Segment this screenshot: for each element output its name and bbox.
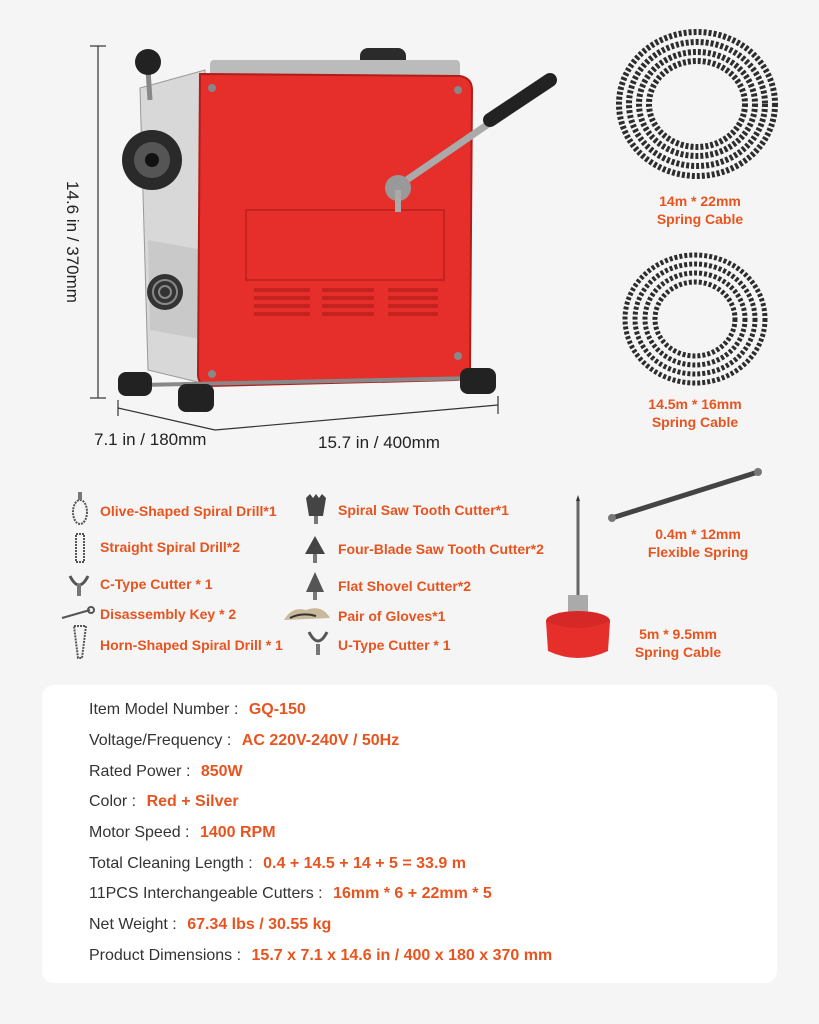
key-icon	[60, 606, 96, 622]
flexible-spring-size: 0.4m * 12mm	[655, 526, 741, 542]
drain-cleaner-machine-image	[60, 40, 580, 440]
cable-22mm-size: 14m * 22mm	[659, 193, 741, 209]
drum-cable-label	[608, 625, 748, 661]
spec-color: Color : Red + Silver	[89, 793, 239, 810]
accessory-horn-drill: Horn-Shaped Spiral Drill * 1	[100, 637, 283, 653]
spring-cable-16mm-image	[620, 248, 770, 390]
flexible-spring-type: Flexible Spring	[647, 544, 749, 560]
horn-drill-icon	[70, 624, 90, 660]
spec-cleaning-length: Total Cleaning Length : 0.4 + 14.5 + 14 + 5 = 33.9 m	[89, 855, 466, 872]
c-cutter-icon	[66, 570, 92, 596]
drum-cable-size: 5m * 9.5mm	[639, 626, 717, 642]
flexible-spring-image	[606, 464, 766, 524]
accessory-key: Disassembly Key * 2	[100, 606, 237, 622]
drum-cable-type: Spring Cable	[634, 644, 722, 660]
accessory-gloves: Pair of Gloves*1	[338, 608, 446, 624]
straight-drill-icon	[72, 530, 88, 566]
accessory-u-cutter: U-Type Cutter * 1	[338, 637, 451, 653]
cable-22mm-type: Spring Cable	[656, 211, 744, 227]
shovel-cutter-icon	[304, 570, 326, 600]
accessory-four-blade-cutter: Four-Blade Saw Tooth Cutter*2	[338, 541, 544, 557]
flexible-spring-label	[628, 525, 768, 561]
cable-16mm-size: 14.5m * 16mm	[648, 396, 742, 412]
accessory-straight-drill: Straight Spiral Drill*2	[100, 539, 241, 555]
spec-card	[42, 685, 777, 983]
accessory-olive-drill: Olive-Shaped Spiral Drill*1	[100, 503, 277, 519]
cable-16mm-label	[625, 395, 765, 431]
height-dimension-label: 14.6 in / 370mm	[63, 181, 82, 303]
spring-cable-drum-image	[538, 495, 618, 665]
spec-dimensions: Product Dimensions : 15.7 x 7.1 x 14.6 in / 400 x 180 x 370 mm	[89, 947, 553, 964]
saw-cutter-icon	[303, 494, 329, 524]
spec-motor-speed: Motor Speed : 1400 RPM	[89, 824, 276, 841]
olive-drill-icon	[70, 492, 90, 528]
width-dimension-label: 15.7 in / 400mm	[318, 433, 440, 452]
spec-model: Item Model Number : GQ-150	[89, 701, 306, 718]
gloves-icon	[282, 604, 332, 624]
cable-16mm-type: Spring Cable	[651, 414, 739, 430]
depth-dimension-label: 7.1 in / 180mm	[94, 430, 207, 449]
spec-power: Rated Power : 850W	[89, 763, 243, 780]
cable-22mm-label	[630, 192, 770, 228]
spring-cable-22mm-image	[612, 24, 782, 184]
four-blade-icon	[303, 534, 327, 564]
accessory-c-cutter: C-Type Cutter * 1	[100, 576, 213, 592]
accessory-shovel-cutter: Flat Shovel Cutter*2	[338, 578, 472, 594]
u-cutter-icon	[306, 628, 330, 656]
spec-cutters: 11PCS Interchangeable Cutters : 16mm * 6 + 22mm * 5	[89, 885, 492, 902]
accessory-saw-cutter: Spiral Saw Tooth Cutter*1	[338, 502, 509, 518]
spec-net-weight: Net Weight : 67.34 lbs / 30.55 kg	[89, 916, 332, 933]
spec-voltage: Voltage/Frequency : AC 220V-240V / 50Hz	[89, 732, 400, 749]
